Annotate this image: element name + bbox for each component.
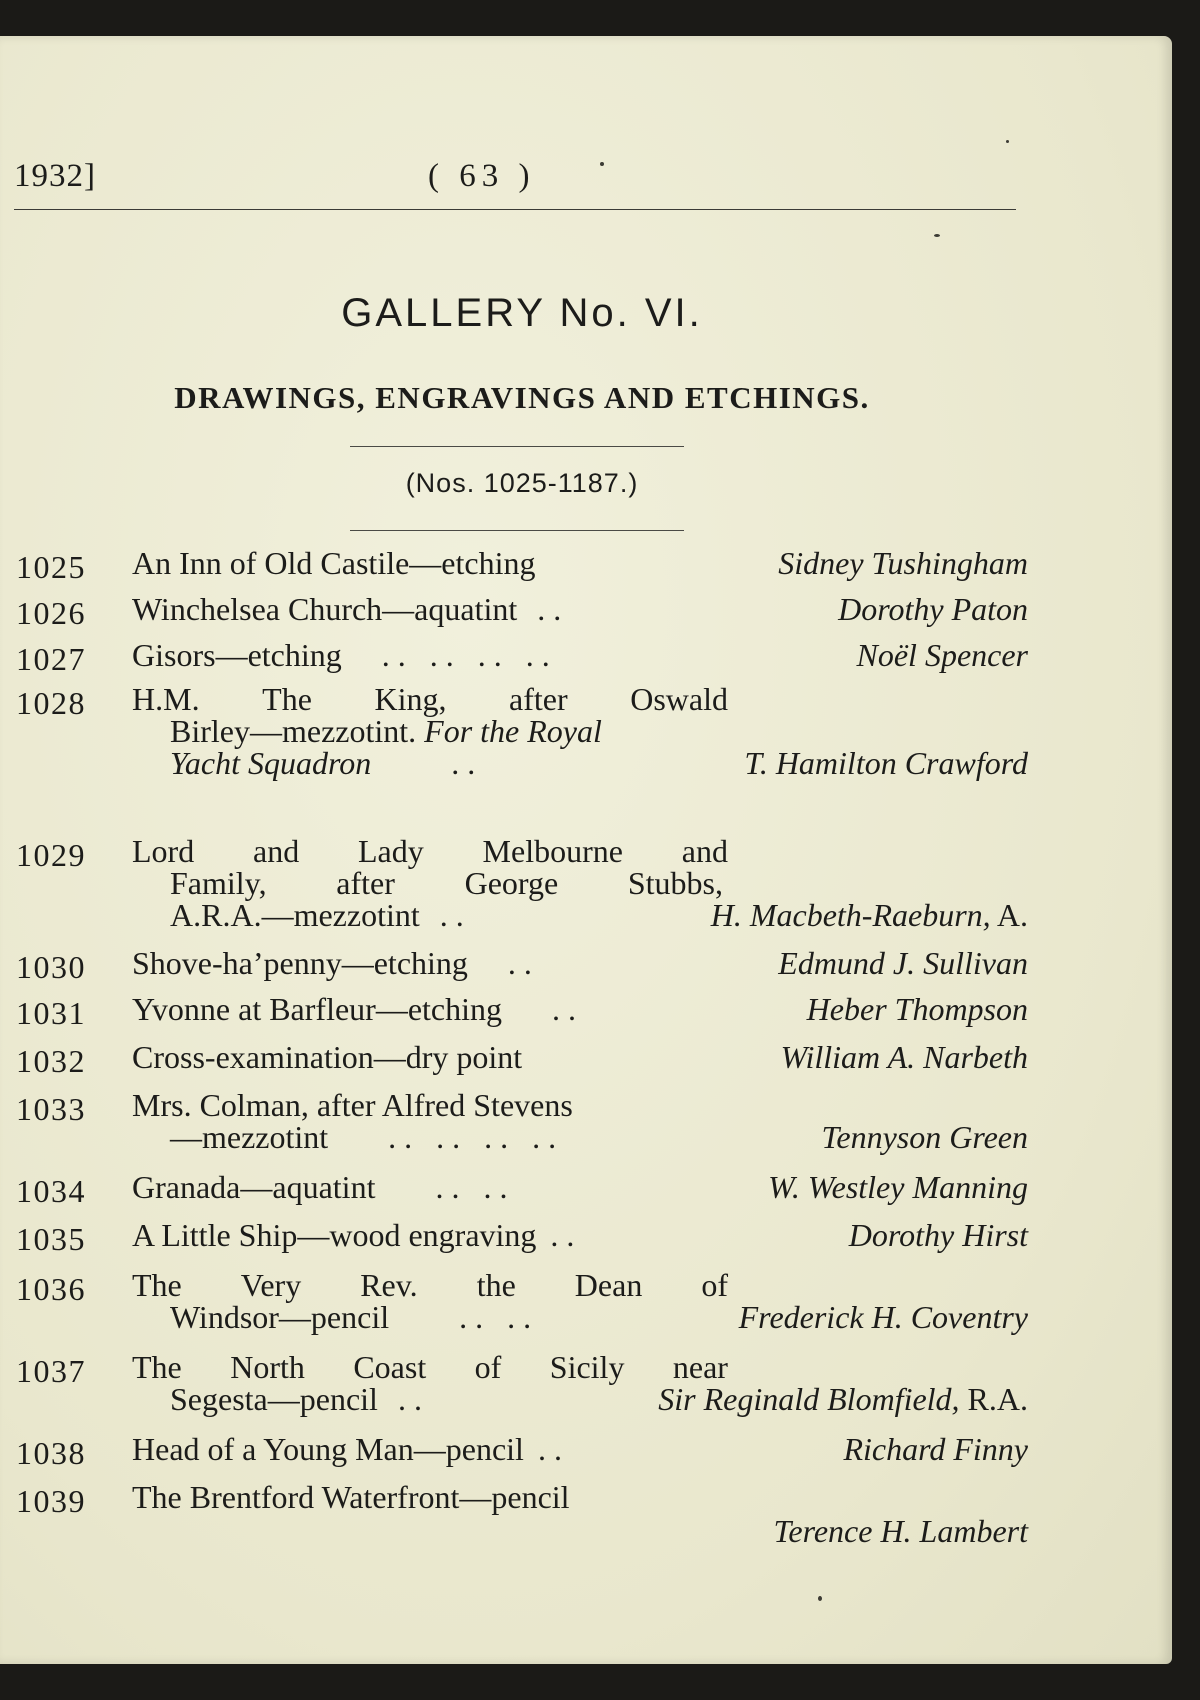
entry-line bbox=[170, 1300, 1028, 1334]
entry-honor: A. bbox=[996, 897, 1028, 933]
entry-title: Mrs. Colman, after Alfred Stevens bbox=[132, 1087, 573, 1123]
entry-artist: Tennyson Green bbox=[821, 1119, 1028, 1155]
entry-line bbox=[132, 992, 1028, 1026]
divider-rule-lower bbox=[350, 530, 684, 531]
entry-honor: R.A. bbox=[967, 1381, 1028, 1417]
entry-word: Oswald bbox=[630, 681, 728, 717]
entry-title: Head of a Young Man—pencil bbox=[132, 1431, 524, 1467]
entry-word: after bbox=[509, 681, 568, 717]
entry-artist: Edmund J. Sullivan bbox=[778, 945, 1028, 981]
entry-line bbox=[170, 1382, 1028, 1416]
entry-title: Winchelsea Church—aquatint bbox=[132, 591, 518, 627]
entry-artist: Frederick H. Coventry bbox=[738, 1299, 1028, 1335]
header-year: 1932] bbox=[14, 158, 96, 194]
header-rule bbox=[14, 209, 1016, 210]
entry-word: King, bbox=[374, 681, 447, 717]
entry-number: 1032 bbox=[16, 1043, 86, 1079]
entry-title-italic: Yacht Squadron bbox=[170, 745, 372, 781]
entry-artist: W. Westley Manning bbox=[768, 1169, 1028, 1205]
paper-speck bbox=[600, 162, 604, 166]
entry-artist: Dorothy Hirst bbox=[848, 1217, 1028, 1253]
entry-number: 1028 bbox=[16, 685, 86, 721]
leader-dots: .. .. bbox=[459, 1299, 540, 1335]
entry-title: Gisors—etching bbox=[132, 637, 342, 673]
entry-line bbox=[132, 1218, 1028, 1252]
entry-word: of bbox=[701, 1267, 728, 1303]
entry-line bbox=[132, 1514, 1028, 1548]
entry-line bbox=[170, 714, 1028, 748]
entry-word: Sicily bbox=[549, 1349, 625, 1385]
entry-artist: T. Hamilton Crawford bbox=[744, 745, 1028, 781]
leader-dots: .. bbox=[451, 745, 484, 781]
entry-line bbox=[132, 1170, 1028, 1204]
entry-number: 1039 bbox=[16, 1483, 86, 1519]
entry-title: Shove-ha’penny—etching bbox=[132, 945, 468, 981]
entry-number: 1035 bbox=[16, 1221, 86, 1257]
entry-word: of bbox=[474, 1349, 502, 1385]
entry-number: 1026 bbox=[16, 595, 86, 631]
entry-line bbox=[132, 1088, 1028, 1122]
entry-number: 1036 bbox=[16, 1271, 86, 1307]
entry-number: 1037 bbox=[16, 1353, 86, 1389]
entry-word: and bbox=[253, 833, 300, 869]
leader-dots: .. .. .. .. bbox=[381, 637, 558, 673]
catalogue-page bbox=[0, 36, 1172, 1664]
leader-dots: .. .. bbox=[435, 1169, 516, 1205]
entry-word: Rev. bbox=[360, 1267, 418, 1303]
entry-number: 1034 bbox=[16, 1173, 86, 1209]
entry-artist: Dorothy Paton bbox=[838, 591, 1028, 627]
entry-word: H.M. bbox=[132, 681, 200, 717]
entry-word: Melbourne bbox=[482, 833, 623, 869]
entry-line bbox=[132, 1432, 1028, 1466]
entry-title: Cross-examination—dry point bbox=[132, 1039, 523, 1075]
entry-word: Coast bbox=[353, 1349, 427, 1385]
entry-line bbox=[132, 638, 1028, 672]
entry-word: George bbox=[464, 865, 559, 901]
entry-number: 1038 bbox=[16, 1435, 86, 1471]
entry-line bbox=[132, 592, 1028, 626]
entry-artist: William A. Narbeth bbox=[780, 1039, 1028, 1075]
leader-dots: .. bbox=[537, 1431, 570, 1467]
entry-line bbox=[170, 746, 1028, 780]
entry-line bbox=[132, 1350, 728, 1384]
catalogue-entry bbox=[16, 681, 1028, 820]
entry-artist: Richard Finny bbox=[843, 1431, 1028, 1467]
entry-line bbox=[132, 682, 728, 716]
divider-rule-upper bbox=[350, 446, 684, 447]
gallery-title: GALLERY No. VI. bbox=[341, 291, 703, 335]
section-subtitle: DRAWINGS, ENGRAVINGS AND ETCHINGS. bbox=[174, 380, 870, 415]
running-header bbox=[14, 128, 1014, 198]
entry-title: The Brentford Waterfront—pencil bbox=[132, 1479, 570, 1515]
entry-title: Windsor—pencil bbox=[170, 1299, 390, 1335]
leader-dots: .. bbox=[507, 945, 540, 981]
entry-line bbox=[132, 1480, 1028, 1514]
entry-line bbox=[132, 946, 1028, 980]
entry-title: An Inn of Old Castile—etching bbox=[132, 545, 536, 581]
paper-speck bbox=[1006, 140, 1009, 143]
paper-speck bbox=[818, 1596, 822, 1601]
entry-line bbox=[132, 546, 1028, 580]
entry-title: A Little Ship—wood engraving bbox=[132, 1217, 537, 1253]
numbers-range: (Nos. 1025-1187.) bbox=[405, 468, 639, 498]
entry-title: Birley—mezzotint. bbox=[170, 713, 417, 749]
entry-number: 1025 bbox=[16, 549, 86, 585]
entry-number: 1027 bbox=[16, 641, 86, 677]
entry-word: and bbox=[681, 833, 728, 869]
leader-dots: .. bbox=[550, 1217, 583, 1253]
entry-word: Stubbs, bbox=[627, 865, 723, 901]
entry-word: Family, bbox=[170, 865, 267, 901]
entry-title: A.R.A.—mezzotint bbox=[170, 897, 420, 933]
entry-artist: Sir Reginald Blomfield, bbox=[658, 1381, 960, 1417]
entry-artist: H. Macbeth-Raeburn, bbox=[710, 897, 991, 933]
entry-word: Dean bbox=[574, 1267, 643, 1303]
entry-word: The bbox=[262, 681, 312, 717]
entry-artist: Heber Thompson bbox=[806, 991, 1028, 1027]
entry-title: Segesta—pencil bbox=[170, 1381, 378, 1417]
leader-dots: .. .. .. .. bbox=[388, 1119, 565, 1155]
entry-number: 1033 bbox=[16, 1091, 86, 1127]
entry-word: the bbox=[476, 1267, 516, 1303]
leader-dots: .. bbox=[397, 1381, 430, 1417]
entry-line bbox=[132, 1268, 728, 1302]
entry-line bbox=[132, 1040, 1028, 1074]
entry-line bbox=[132, 834, 728, 868]
entry-title: —mezzotint bbox=[170, 1119, 329, 1155]
entry-line bbox=[170, 866, 723, 900]
entry-word: Lady bbox=[358, 833, 424, 869]
entry-word: after bbox=[336, 865, 395, 901]
leader-dots: .. bbox=[439, 897, 472, 933]
entry-artist: Sidney Tushingham bbox=[778, 545, 1028, 581]
entry-number: 1029 bbox=[16, 837, 86, 873]
entry-title: Yvonne at Barfleur—etching bbox=[132, 991, 502, 1027]
paper-speck bbox=[934, 234, 940, 237]
entry-artist: Terence H. Lambert bbox=[773, 1513, 1028, 1549]
entry-word: The bbox=[132, 1349, 182, 1385]
entry-number: 1031 bbox=[16, 995, 86, 1031]
entry-number: 1030 bbox=[16, 949, 86, 985]
leader-dots: .. bbox=[537, 591, 570, 627]
entry-word: North bbox=[230, 1349, 305, 1385]
entry-word: Lord bbox=[132, 833, 195, 869]
entry-word: The bbox=[132, 1267, 182, 1303]
entry-title: Granada—aquatint bbox=[132, 1169, 376, 1205]
entry-word: Very bbox=[240, 1267, 302, 1303]
leader-dots: .. bbox=[552, 991, 584, 1027]
entry-artist: Noël Spencer bbox=[856, 637, 1028, 673]
entry-line bbox=[170, 1120, 1028, 1154]
entry-word: near bbox=[672, 1349, 728, 1385]
entry-title-italic: For the Royal bbox=[424, 713, 602, 749]
entry-line bbox=[170, 898, 1028, 932]
page-number: ( 63 ) bbox=[428, 158, 536, 194]
